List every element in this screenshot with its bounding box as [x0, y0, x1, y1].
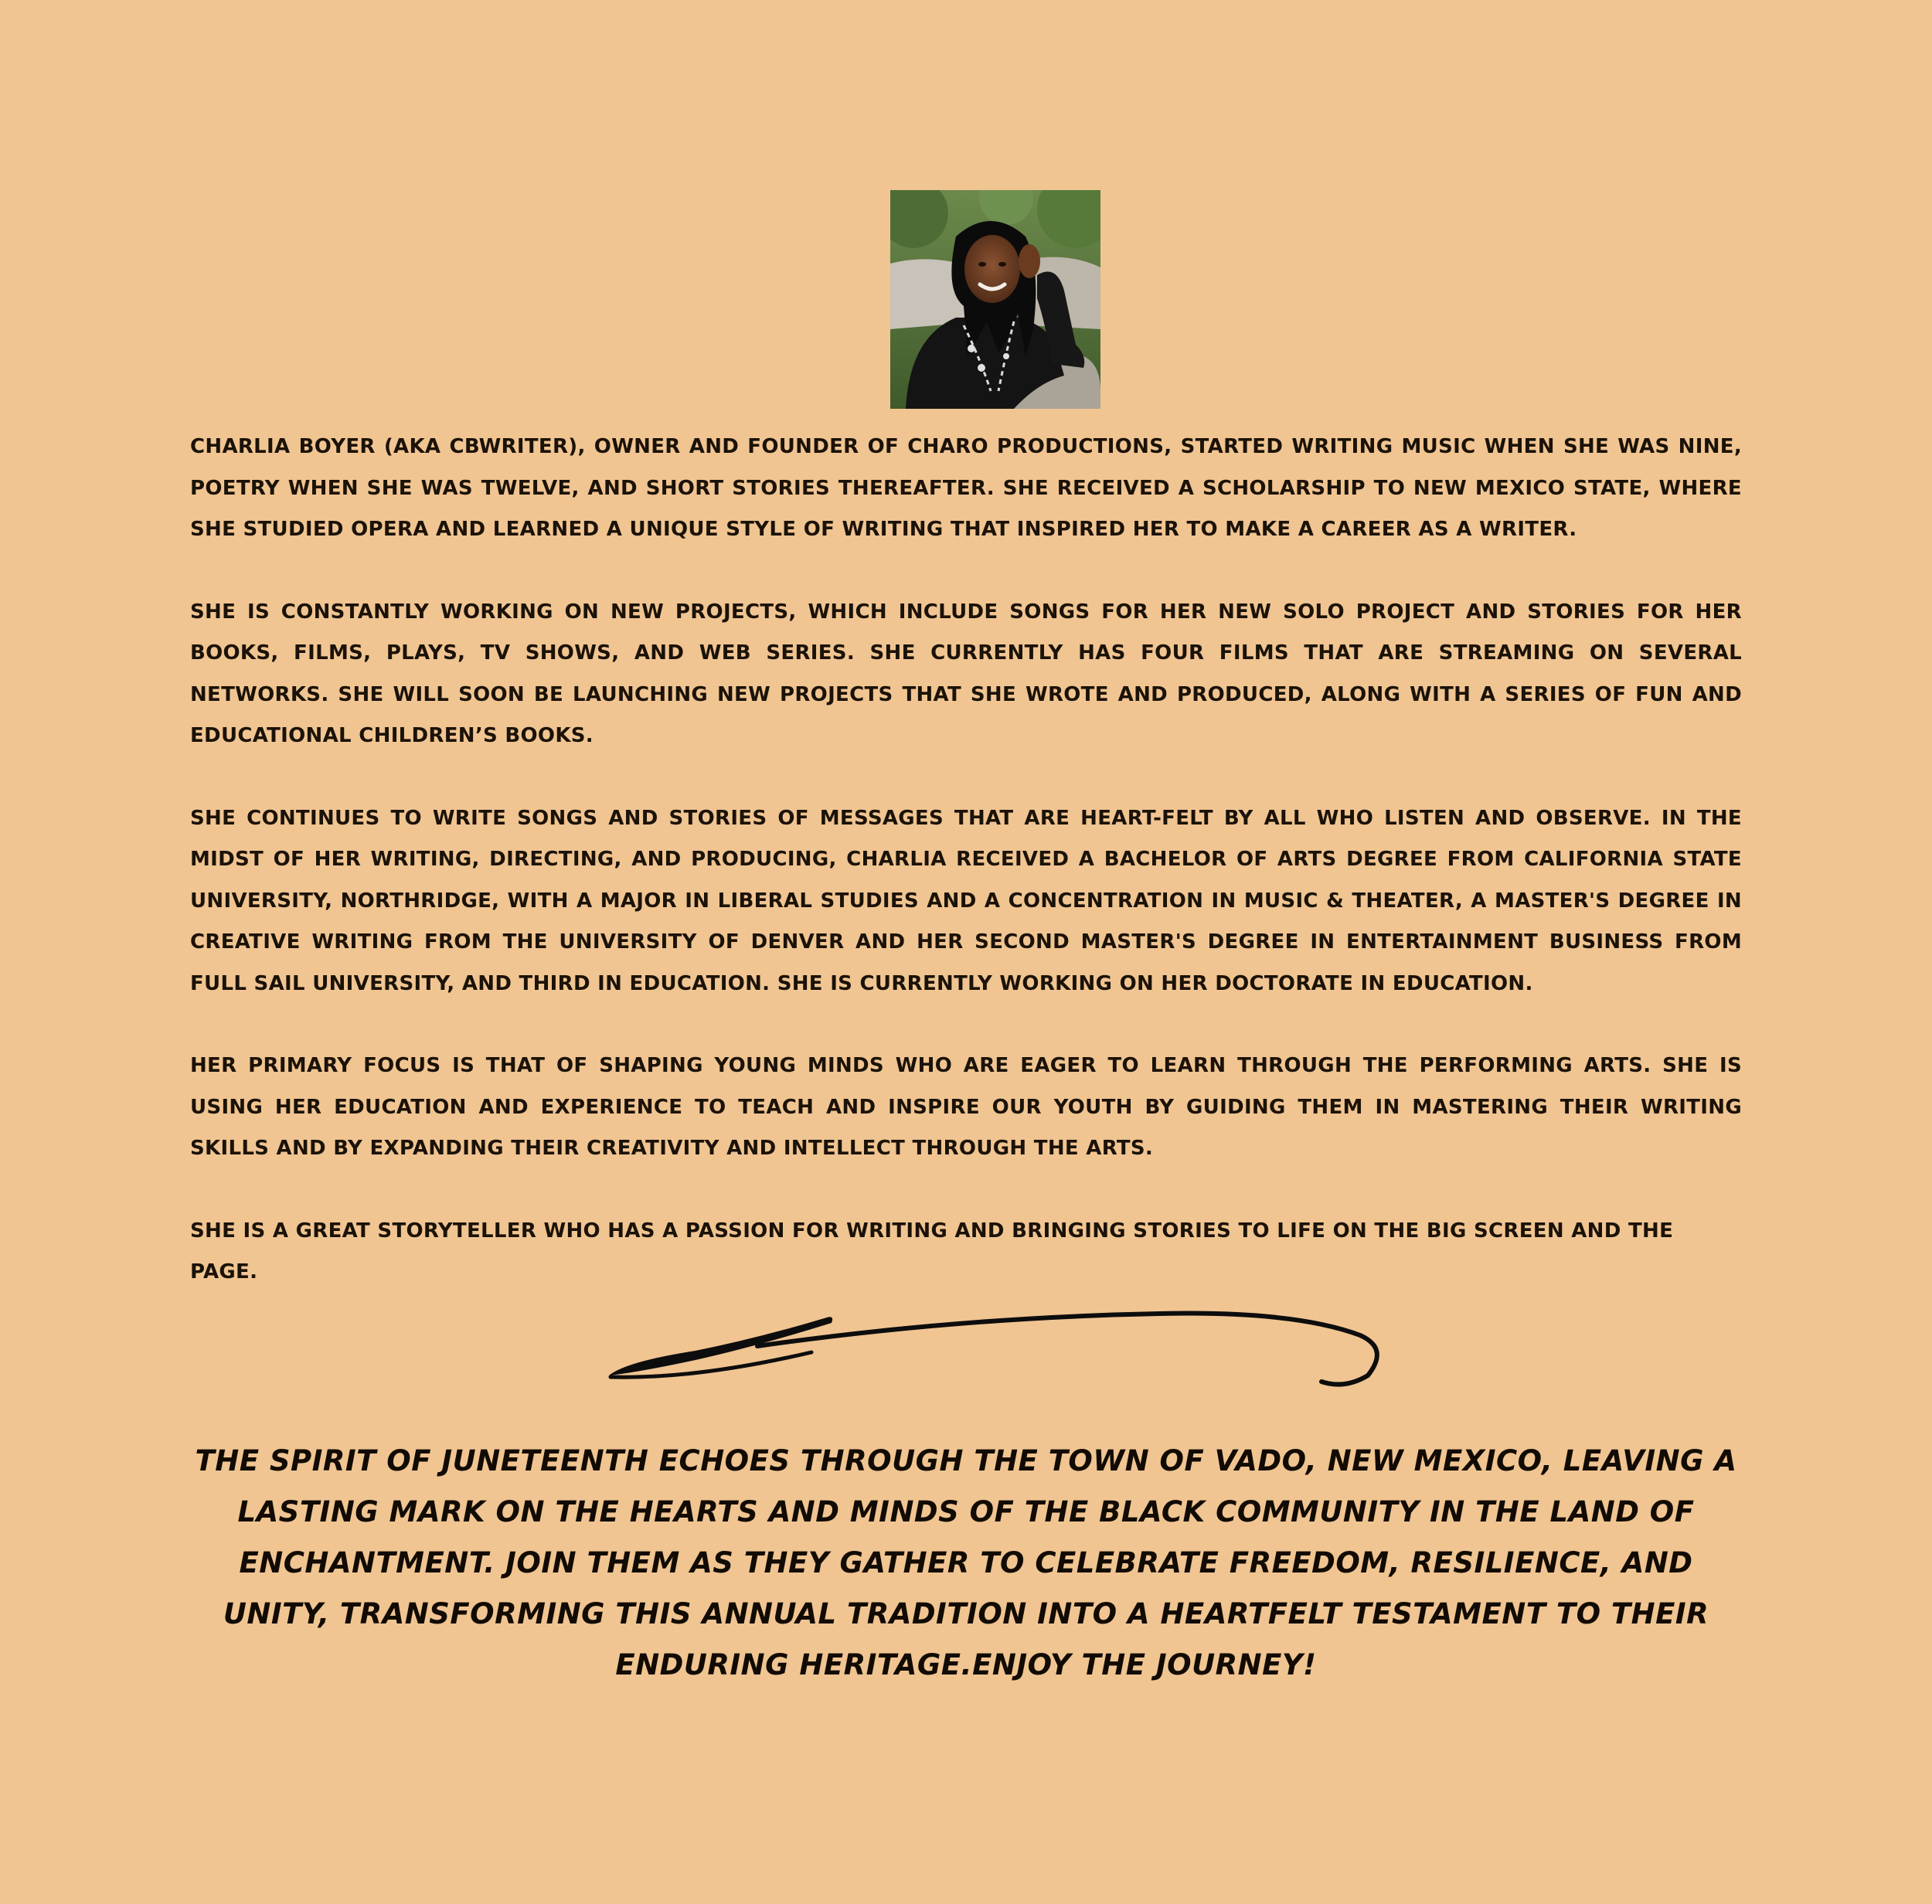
bio-paragraph-3: SHE CONTINUES TO WRITE SONGS AND STORIES OF MESSAGES THAT ARE HEART-FELT BY ALL WHO LISTEN AND OBSERVE. IN THE MIDST OF HER WRITING, DIRECTING, AND PRODUCING, CHARLIA RECEIVED A BACHELOR OF ARTS DEGREE FROM CALIFORNIA STATE UNIVERSITY, NORTHRIDGE, WITH A MAJOR IN LIBERAL STUDIES AND A CONCENTRATION IN MUSIC & THEATER, A MASTER'S DEGREE IN CREATIVE WRITING FROM THE UNIVERSITY OF DENVER AND HER SECOND MASTER'S DEGREE IN ENTERTAINMENT BUSINESS FROM FULL SAIL UNIVERSITY, AND THIRD IN EDUCATION. SHE IS CURRENTLY WORKING ON HER DOCTORATE IN EDUCATION.: [190, 806, 1742, 995]
bio-paragraph-4: HER PRIMARY FOCUS IS THAT OF SHAPING YOUNG MINDS WHO ARE EAGER TO LEARN THROUGH THE PERFORMING ARTS. SHE IS USING HER EDUCATION AND EXPERIENCE TO TEACH AND INSPIRE OUR YOUTH BY GUIDING THEM IN MASTERING THEIR WRITING SKILLS AND BY EXPANDING THEIR CREATIVITY AND INTELLECT THROUGH THE ARTS.: [190, 1054, 1742, 1160]
closing-statement: THE SPIRIT OF JUNETEENTH ECHOES THROUGH THE TOWN OF VADO, NEW MEXICO, LEAVING A LASTING MARK ON THE HEARTS AND MINDS OF THE BLACK COMMUNITY IN THE LAND OF ENCHANTMENT. JOIN THEM AS THEY GATHER TO CELEBRATE FREEDOM, RESILIENCE, AND UNITY, TRANSFORMING THIS ANNUAL TRADITION INTO A HEARTFELT TESTAMENT TO THEIR ENDURING HERITAGE.ENJOY THE JOURNEY!: [195, 1444, 1737, 1681]
author-photo: [890, 190, 1100, 409]
bio-paragraph-5: SHE IS A GREAT STORYTELLER WHO HAS A PASSION FOR WRITING AND BRINGING STORIES TO LIFE ON THE BIG SCREEN AND THE PAGE.: [190, 1219, 1674, 1284]
bio-paragraph-2: SHE IS CONSTANTLY WORKING ON NEW PROJECTS, WHICH INCLUDE SONGS FOR HER NEW SOLO PROJECT AND STORIES FOR HER BOOKS, FILMS, PLAYS, TV SHOWS, AND WEB SERIES. SHE CURRENTLY HAS FOUR FILMS THAT ARE STREAMING ON SEVERAL NETWORKS. SHE WILL SOON BE LAUNCHING NEW PROJECTS THAT SHE WROTE AND PRODUCED, ALONG WITH A SERIES OF FUN AND EDUCATIONAL CHILDREN’S BOOKS.: [190, 600, 1742, 747]
bio-section: [190, 427, 1742, 1334]
bio-paragraph-1: CHARLIA BOYER (AKA CBWRITER), OWNER AND FOUNDER OF CHARO PRODUCTIONS, STARTED WRITING MUSIC WHEN SHE WAS NINE, POETRY WHEN SHE WAS TWELVE, AND SHORT STORIES THEREAFTER. SHE RECEIVED A SCHOLARSHIP TO NEW MEXICO STATE, WHERE SHE STUDIED OPERA AND LEARNED A UNIQUE STYLE OF WRITING THAT INSPIRED HER TO MAKE A CAREER AS A WRITER.: [190, 435, 1742, 541]
decorative-flourish: [603, 1298, 1383, 1399]
swoosh-flourish-icon: [603, 1298, 1383, 1399]
author-portrait-photo-icon: [890, 190, 1100, 409]
